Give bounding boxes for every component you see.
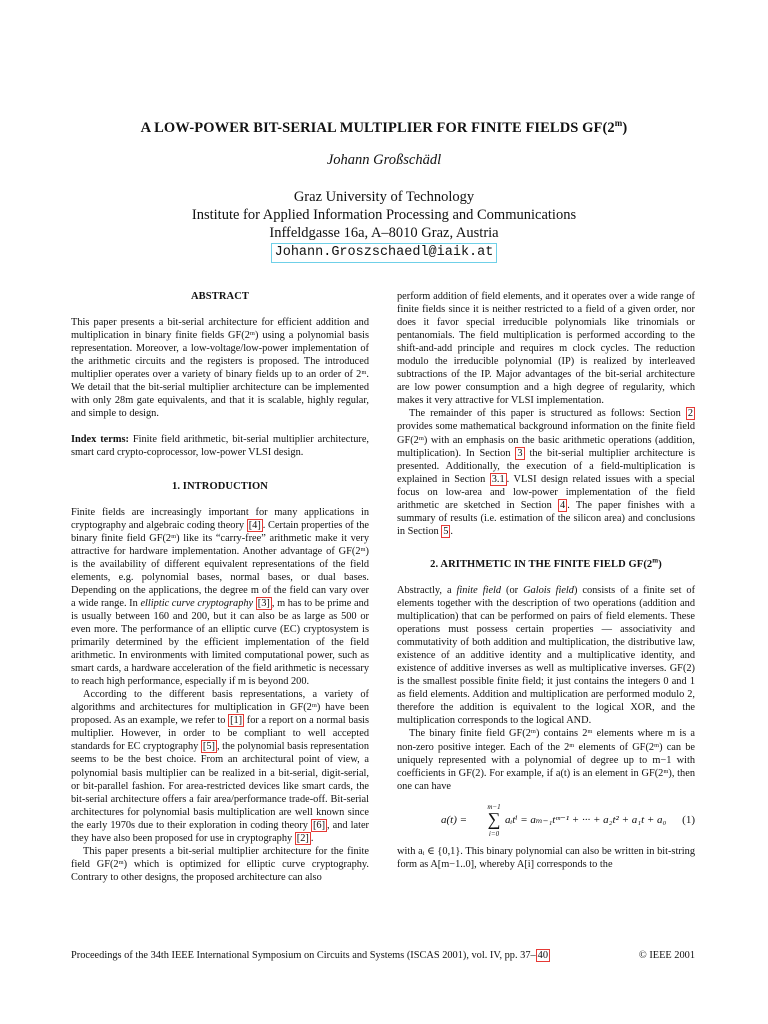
author-name: Johann Großschädl	[326, 152, 442, 168]
equation-number: (1)	[682, 813, 695, 826]
intro-paragraph-3: This paper presents a bit-serial multiplier architecture for the finite field GF(2ᵐ) which is optimized for elliptic curve cryptography. Contrary to other designs, the proposed architecture can also	[71, 845, 369, 883]
citation-link-5[interactable]: [5]	[202, 741, 215, 753]
left-column	[71, 290, 369, 884]
citation-link-2[interactable]: [2]	[296, 832, 309, 844]
footer-copyright: © IEEE 2001	[638, 950, 695, 961]
section-link-4[interactable]: 4	[560, 499, 566, 511]
citation-link-1[interactable]: [1]	[230, 715, 243, 727]
intro-paragraph-4: perform addition of field elements, and it operates over a wide range of finite fields since it is neither restricted to a field of a given order, nor does it favor special irreducible polynomials like trinomials or pentanomials. The field multiplication is performed according to the shift-and-add principle and requires m clock cycles. The reduction modulo the irreducible polynomial (IP) is realized by interleaved subtractions of the IP. Major advantages of the bit-serial architecture are low power consumption and a high degree of regularity, which makes it very attractive for VLSI implementation.	[397, 291, 695, 407]
paper-title: A LOW-POWER BIT-SERIAL MULTIPLIER FOR FINITE FIELDS GF(2$^m$)	[140, 118, 628, 136]
introduction-heading: 1. INTRODUCTION	[171, 480, 268, 492]
section-2-paragraph-2: The binary finite field GF(2ᵐ) contains 2ᵐ elements where m is a non-zero positive integer. Each of the 2ᵐ elements of GF(2ᵐ) can be uniquely represented with a polynomial of degree up to m−1 with coefficients in GF(2). For example, if a(t) is an element in GF(2ᵐ), then one can have	[397, 728, 695, 792]
abstract-text: This paper presents a bit-serial architecture for efficient addition and multiplication in binary finite fields GF(2ᵐ) using a polynomial basis representation. Moreover, a low-voltage/low-power implementation of the arithmetic circuits and the registers is proposed. The introduced multiplier operates over a variety of binary fields up to an order of 2ᵐ. We detail that the bit-serial multiplier architecture can be implemented with only 28m gate equivalents, and that it is scalable, highly regular, and simple to design.	[71, 317, 369, 420]
footer-citation: Proceedings of the 34th IEEE International Symposium on Circuits and Systems (ISCAS 2001), vol. IV, pp. 37–	[71, 950, 536, 961]
section-2-paragraph-3: with aᵢ ∈ {0,1}. This binary polynomial can also be written in bit-string form as A[m−1..0], whereby A[i] corresponds to the	[397, 845, 695, 870]
equation-rhs: aᵢtⁱ = aₘ₋₁tᵐ⁻¹ + ··· + a₂t² + a₁t + a₀	[505, 813, 667, 826]
affiliation-institute: Institute for Applied Information Processing and Communications	[191, 207, 577, 223]
index-terms: Index terms: Finite field arithmetic, bit-serial multiplier architecture, smart card crypto-coprocessor, low-power VLSI design.	[71, 434, 370, 459]
summation-symbol: m−1 ∑ i=0	[487, 802, 501, 838]
equation-lhs: a(t) =	[441, 813, 468, 826]
intro-paragraph-2: According to the different basis representations, a variety of algorithms and architectures for multiplication in GF(2ᵐ) have been proposed. As an example, we refer to [1] for a report on a normal basis multiplier. However, in order to be compliant to well accepted standards for EC cryptography [5] , the polynomial basis representation seems to be the best choice. From an architectural point of view, a polynomial basis multiplier can be realized in a bit-serial, digit-serial, or bit-parallel fashion. For area-restricted devices like smart cards, the bit-serial architecture offers a fair area/performance trade-off. Bit-serial architectures for polynomial basis multiplication are well known since the early 1970s due to their exploration in coding theory [6] , and later they have also been proposed for use in cryptography [2] .	[71, 689, 370, 844]
abstract-heading: ABSTRACT	[191, 291, 249, 302]
author-email-link[interactable]: Johann.Groszschaedl@iaik.at	[271, 243, 498, 263]
equation-1	[397, 801, 695, 839]
affiliation-block	[0, 188, 768, 263]
section-link-5[interactable]: 5	[443, 525, 449, 537]
intro-paragraph-5: The remainder of this paper is structured as follows: Section 2 provides some mathematical background information on the finite field GF(2ᵐ) with an emphasis on the basic arithmetic operations (addition, multiplication). In Section 3 the bit-serial multiplier architecture is presented. Additionally, the execution of a field-multiplication is explained in Section 3.1 . VLSI design related issues with a special focus on low-area and low-power implementation of the field arithmetic are sketched in Section 4 . The paper finishes with a summary of results (i.e. estimation of the silicon area) and conclusions in Section 5 .	[397, 408, 695, 537]
page-footer	[71, 950, 695, 961]
affiliation-university: Graz University of Technology	[293, 189, 475, 205]
section-link-3[interactable]: 3	[517, 447, 523, 459]
citation-link-3[interactable]: [3]	[257, 597, 270, 609]
section-2-paragraph-1: Abstractly, a finite field (or Galois field) consists of a finite set of elements together with the description of two operations (addition and multiplication) that can be performed on pairs of field elements. These operations must possess certain properties — associativity and commutativity of both addition and multiplication, the distributive law, existence of an additive identity and a multiplicative identity, and existence of additive inverses as well as multiplicative inverses. GF(2) is the smallest possible finite field; it just contains the integers 0 and 1 as field elements. Addition and multiplication are performed modulo 2, therefore the addition is equivalent to the logical XOR, and the multiplication corresponds to the logical AND.	[397, 584, 696, 727]
intro-paragraph-1: Finite fields are increasingly important for many applications in cryptography and algebraic coding theory [4] . Certain properties of the binary finite field GF(2ᵐ) like its “carry-free” arithmetic make it very attractive for hardware implementation. Another advantage of GF(2ᵐ) is the availability of different equivalent representations of the field elements, e.g. polynomial bases, normal bases, or dual bases. Depending on the applications, the degree m of the field can vary over a wide range. In elliptic curve cryptography [3] , m has to be prime and is usually between 160 and 200, but it can also be as large as 500 or even more. The performance of an elliptic curve (EC) cryptosystem is primarily determined by the efficient implementation of the field arithmetic. In environments with limited computational power, such as smart cards, a hardware acceleration of the field arithmetic is necessary to reach high performance, especially if m is beyond 200.	[71, 506, 369, 688]
right-column	[397, 290, 695, 871]
section-link-2[interactable]: 2	[687, 408, 693, 420]
citation-link-6[interactable]: [6]	[312, 819, 326, 831]
footer-page-link[interactable]: 40	[537, 950, 549, 961]
section-link-3-1[interactable]: 3.1	[491, 473, 505, 485]
citation-link-4[interactable]: [4]	[248, 519, 261, 531]
section-2-heading: 2. ARITHMETIC IN THE FINITE FIELD GF(2$^m$)	[430, 556, 662, 570]
affiliation-address: Inffeldgasse 16a, A–8010 Graz, Austria	[269, 225, 499, 241]
